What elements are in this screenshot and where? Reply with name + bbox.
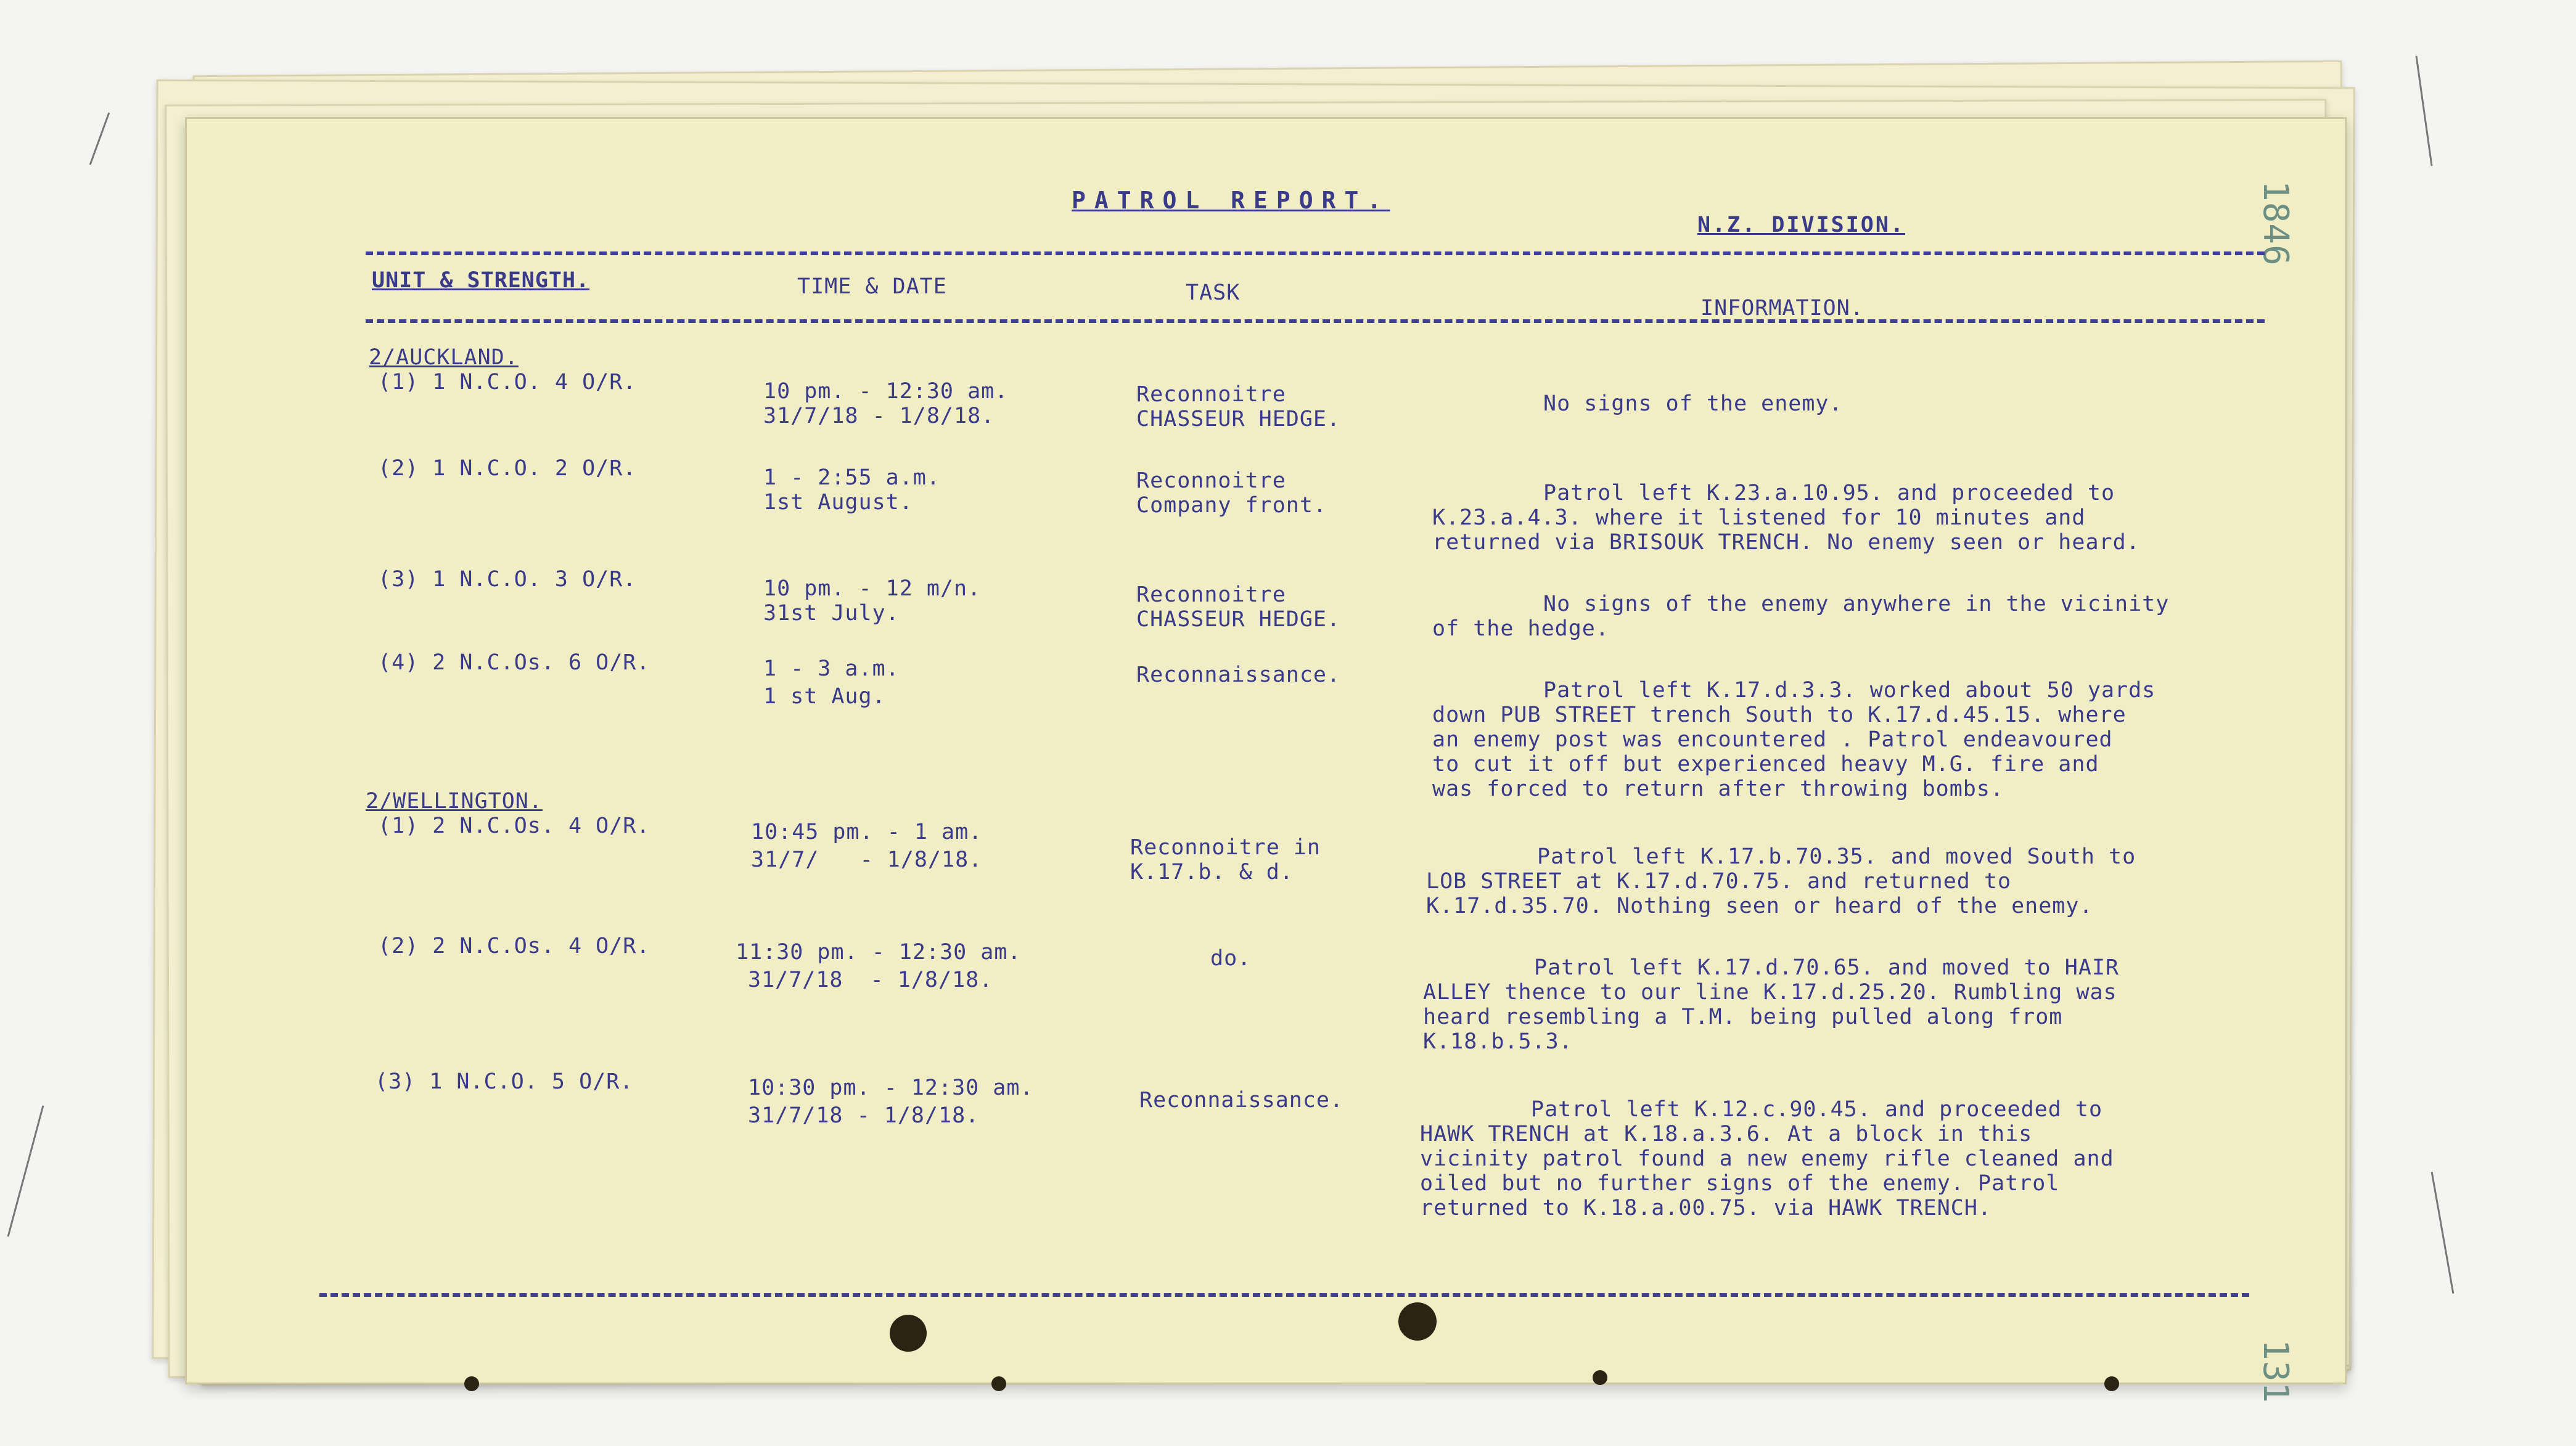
- archive-number-top: 1846: [2255, 181, 2295, 266]
- info-cell: vicinity patrol found a new enemy rifle cleaned and: [1420, 1146, 2114, 1171]
- task-cell: CHASSEUR HEDGE.: [1136, 407, 1341, 431]
- task-cell: Reconnoitre: [1136, 382, 1286, 407]
- task-cell: Reconnoitre: [1136, 468, 1286, 493]
- time-cell: 31/7/ - 1/8/18.: [751, 848, 983, 872]
- column-time: TIME & DATE: [797, 274, 947, 299]
- info-cell: K.23.a.4.3. where it listened for 10 minutes and: [1432, 505, 2086, 530]
- pencil-mark: [2431, 1172, 2455, 1293]
- time-cell: 10:45 pm. - 1 am.: [751, 820, 983, 844]
- section-wellington: 2/WELLINGTON.: [366, 789, 543, 814]
- info-cell: LOB STREET at K.17.d.70.75. and returned to: [1426, 869, 2012, 894]
- task-cell: Reconnaissance.: [1139, 1088, 1344, 1113]
- task-cell: do.: [1210, 946, 1252, 971]
- time-cell: 31/7/18 - 1/8/18.: [763, 404, 995, 428]
- unit-cell: (1) 2 N.C.Os. 4 O/R.: [378, 814, 650, 838]
- punch-hole: [2104, 1376, 2119, 1391]
- section-auckland: 2/AUCKLAND.: [369, 345, 519, 370]
- footer-rule: [319, 1293, 2249, 1297]
- punch-hole: [890, 1315, 927, 1352]
- header-rule-bottom: [366, 319, 2265, 323]
- info-cell: HAWK TRENCH at K.18.a.3.6. At a block in this: [1420, 1122, 2033, 1146]
- task-cell: Company front.: [1136, 493, 1327, 518]
- info-cell: heard resembling a T.M. being pulled along from: [1423, 1005, 2063, 1029]
- unit-cell: (2) 2 N.C.Os. 4 O/R.: [378, 934, 650, 958]
- pencil-mark: [89, 112, 110, 165]
- info-cell: an enemy post was encountered . Patrol endeavoured: [1432, 727, 2113, 752]
- report-title: PATROL REPORT.: [1072, 187, 1390, 214]
- time-cell: 31/7/18 - 1/8/18.: [748, 968, 993, 992]
- patrol-report-sheet: [185, 117, 2347, 1404]
- column-info: INFORMATION.: [1700, 296, 1864, 321]
- info-cell: K.18.b.5.3.: [1423, 1029, 1573, 1054]
- unit-cell: (4) 2 N.C.Os. 6 O/R.: [378, 650, 650, 675]
- info-cell: Patrol left K.17.d.3.3. worked about 50 yards: [1543, 678, 2156, 703]
- info-cell: K.17.d.35.70. Nothing seen or heard of the enemy.: [1426, 894, 2093, 918]
- info-cell: of the hedge.: [1432, 616, 1609, 641]
- division-label: N.Z. DIVISION.: [1697, 213, 1906, 237]
- info-cell: No signs of the enemy.: [1543, 391, 1843, 416]
- info-cell: No signs of the enemy anywhere in the vicinity: [1543, 592, 2170, 616]
- unit-cell: (2) 1 N.C.O. 2 O/R.: [378, 456, 637, 481]
- time-cell: 31st July.: [763, 601, 900, 626]
- task-cell: Reconnoitre in: [1130, 835, 1321, 860]
- info-cell: ALLEY thence to our line K.17.d.25.20. Rumbling was: [1423, 980, 2117, 1005]
- pencil-mark: [7, 1105, 44, 1236]
- punch-hole: [991, 1376, 1006, 1391]
- info-cell: down PUB STREET trench South to K.17.d.45.15. where: [1432, 703, 2127, 727]
- time-cell: 1st August.: [763, 490, 913, 515]
- task-cell: CHASSEUR HEDGE.: [1136, 607, 1341, 632]
- time-cell: 1 st Aug.: [763, 684, 886, 709]
- info-cell: returned to K.18.a.00.75. via HAWK TRENCH.: [1420, 1196, 1992, 1220]
- info-cell: Patrol left K.17.d.70.65. and moved to HAIR: [1534, 955, 2120, 980]
- time-cell: 1 - 3 a.m.: [763, 656, 900, 681]
- time-cell: 31/7/18 - 1/8/18.: [748, 1103, 980, 1128]
- column-task: TASK: [1186, 280, 1241, 305]
- info-cell: returned via BRISOUK TRENCH. No enemy seen or heard.: [1432, 530, 2140, 555]
- time-cell: 1 - 2:55 a.m.: [763, 465, 940, 490]
- punch-hole: [464, 1376, 479, 1391]
- info-cell: Patrol left K.12.c.90.45. and proceeded to: [1531, 1097, 2103, 1122]
- info-cell: oiled but no further signs of the enemy. Patrol: [1420, 1171, 2060, 1196]
- time-cell: 11:30 pm. - 12:30 am.: [736, 940, 1022, 965]
- archive-number-bottom: 131: [2255, 1339, 2295, 1404]
- unit-cell: (3) 1 N.C.O. 3 O/R.: [378, 567, 637, 592]
- time-cell: 10 pm. - 12 m/n.: [763, 576, 982, 601]
- punch-hole: [1398, 1302, 1437, 1341]
- pencil-mark: [2415, 56, 2432, 166]
- column-unit: UNIT & STRENGTH.: [372, 268, 590, 293]
- time-cell: 10:30 pm. - 12:30 am.: [748, 1076, 1034, 1100]
- info-cell: was forced to return after throwing bombs.: [1432, 777, 2004, 801]
- info-cell: to cut it off but experienced heavy M.G. fire and: [1432, 752, 2099, 777]
- punch-hole: [1593, 1370, 1607, 1385]
- unit-cell: (1) 1 N.C.O. 4 O/R.: [378, 370, 637, 394]
- info-cell: Patrol left K.17.b.70.35. and moved South to: [1537, 844, 2136, 869]
- unit-cell: (3) 1 N.C.O. 5 O/R.: [375, 1069, 634, 1094]
- time-cell: 10 pm. - 12:30 am.: [763, 379, 1009, 404]
- info-cell: Patrol left K.23.a.10.95. and proceeded to: [1543, 481, 2115, 505]
- task-cell: Reconnaissance.: [1136, 663, 1341, 687]
- header-rule-top: [366, 251, 2265, 255]
- task-cell: Reconnoitre: [1136, 582, 1286, 607]
- task-cell: K.17.b. & d.: [1130, 860, 1294, 884]
